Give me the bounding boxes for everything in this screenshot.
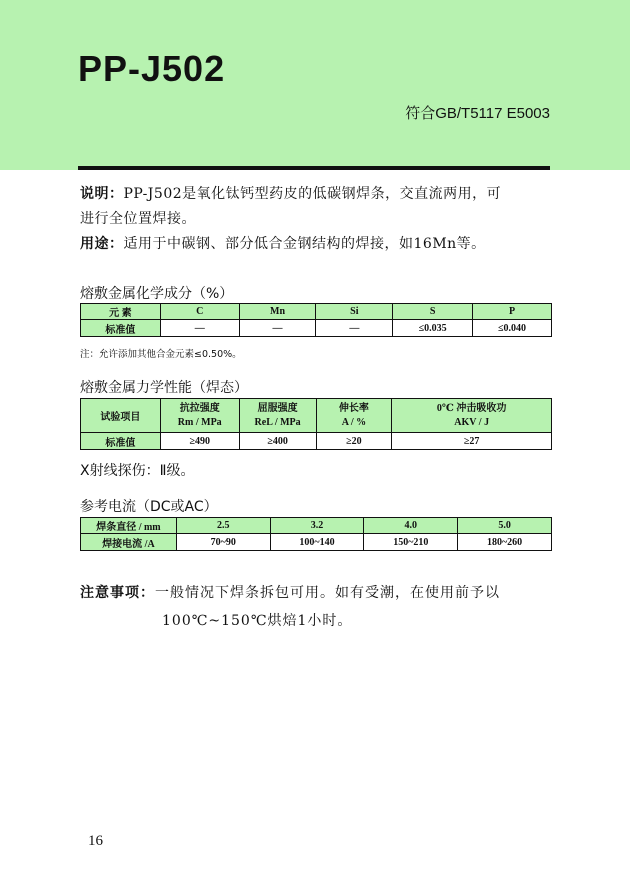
current-cell: 70~90: [176, 534, 270, 551]
xray-value: Ⅱ级。: [159, 463, 195, 479]
mechanical-title: 熔敷金属力学性能（焊态）: [80, 380, 248, 396]
composition-title: 熔敷金属化学成分（%）: [80, 286, 234, 302]
composition-header-cell: Mn: [239, 304, 316, 320]
attention-line1: 一般情况下焊条拆包可用。如有受潮，在使用前予以: [155, 585, 500, 601]
current-cell: 150~210: [364, 534, 458, 551]
composition-header-cell: P: [473, 304, 552, 320]
mechanical-header-row: [81, 399, 552, 433]
current-cell: 100~140: [270, 534, 364, 551]
mechanical-value-cell: ≥27: [392, 433, 552, 450]
current-row: [81, 534, 552, 551]
composition-value-cell: —: [160, 320, 239, 337]
mechanical-value-cell: ≥400: [239, 433, 316, 450]
mechanical-value-row: [81, 433, 552, 450]
mechanical-value-cell: ≥490: [160, 433, 239, 450]
mechanical-value-cell: ≥20: [316, 433, 392, 450]
composition-value-cell: ≤0.035: [393, 320, 473, 337]
page-title: PP-J502: [78, 48, 226, 89]
mechanical-row-label: 标准值: [81, 433, 161, 450]
mechanical-header-cell: 伸长率 A / %: [316, 399, 392, 433]
attention-label: 注意事项：: [80, 585, 155, 601]
page-number: 16: [88, 833, 103, 849]
mechanical-header-cell: 抗拉强度 Rm / MPa: [160, 399, 239, 433]
composition-row-label: 标准值: [81, 320, 161, 337]
description-label: 说明：: [80, 186, 124, 202]
current-title: 参考电流（DC或AC）: [80, 499, 218, 515]
current-row-label: 焊接电流 /A: [81, 534, 177, 551]
composition-header-cell: Si: [316, 304, 393, 320]
composition-header-cell: S: [393, 304, 473, 320]
composition-value-cell: —: [239, 320, 316, 337]
description-text-line2: 进行全位置焊接。: [80, 211, 196, 227]
diameter-cell: 5.0: [458, 518, 552, 534]
composition-value-cell: ≤0.040: [473, 320, 552, 337]
composition-header-row: [81, 304, 552, 320]
composition-value-cell: —: [316, 320, 393, 337]
xray-label: X射线探伤：: [80, 463, 160, 479]
mechanical-header-cell: 0℃ 冲击吸收功 AKV / J: [392, 399, 552, 433]
standard-reference: 符合GB/T5117 E5003: [405, 105, 550, 122]
mechanical-table: [80, 398, 552, 450]
current-cell: 180~260: [458, 534, 552, 551]
attention-paragraph: [80, 579, 560, 635]
composition-header-cell: C: [160, 304, 239, 320]
current-table: [80, 517, 552, 551]
mechanical-header-cell: 试验项目: [81, 399, 161, 433]
attention-line2: 100℃~150℃烘焙1小时。: [162, 613, 353, 629]
xray-line: [80, 460, 194, 480]
description-paragraph: [80, 182, 552, 232]
diameter-cell: 2.5: [176, 518, 270, 534]
composition-note: 注：允许添加其他合金元素≤0.50%。: [80, 349, 242, 360]
mechanical-header-cell: 屈服强度 ReL / MPa: [239, 399, 316, 433]
diameter-cell: 4.0: [364, 518, 458, 534]
usage-label: 用途：: [80, 236, 124, 252]
composition-table: [80, 303, 552, 337]
diameter-row: [81, 518, 552, 534]
usage-text: 适用于中碳钢、部分低合金钢结构的焊接，如16Mn等。: [123, 236, 486, 252]
usage-paragraph: [80, 232, 552, 257]
diameter-cell: 3.2: [270, 518, 364, 534]
composition-header-cell: 元 素: [81, 304, 161, 320]
composition-value-row: [81, 320, 552, 337]
header-rule: [78, 166, 550, 170]
diameter-row-label: 焊条直径 / mm: [81, 518, 177, 534]
description-text: PP-J502是氧化钛钙型药皮的低碳钢焊条，交直流两用，可: [123, 186, 502, 202]
